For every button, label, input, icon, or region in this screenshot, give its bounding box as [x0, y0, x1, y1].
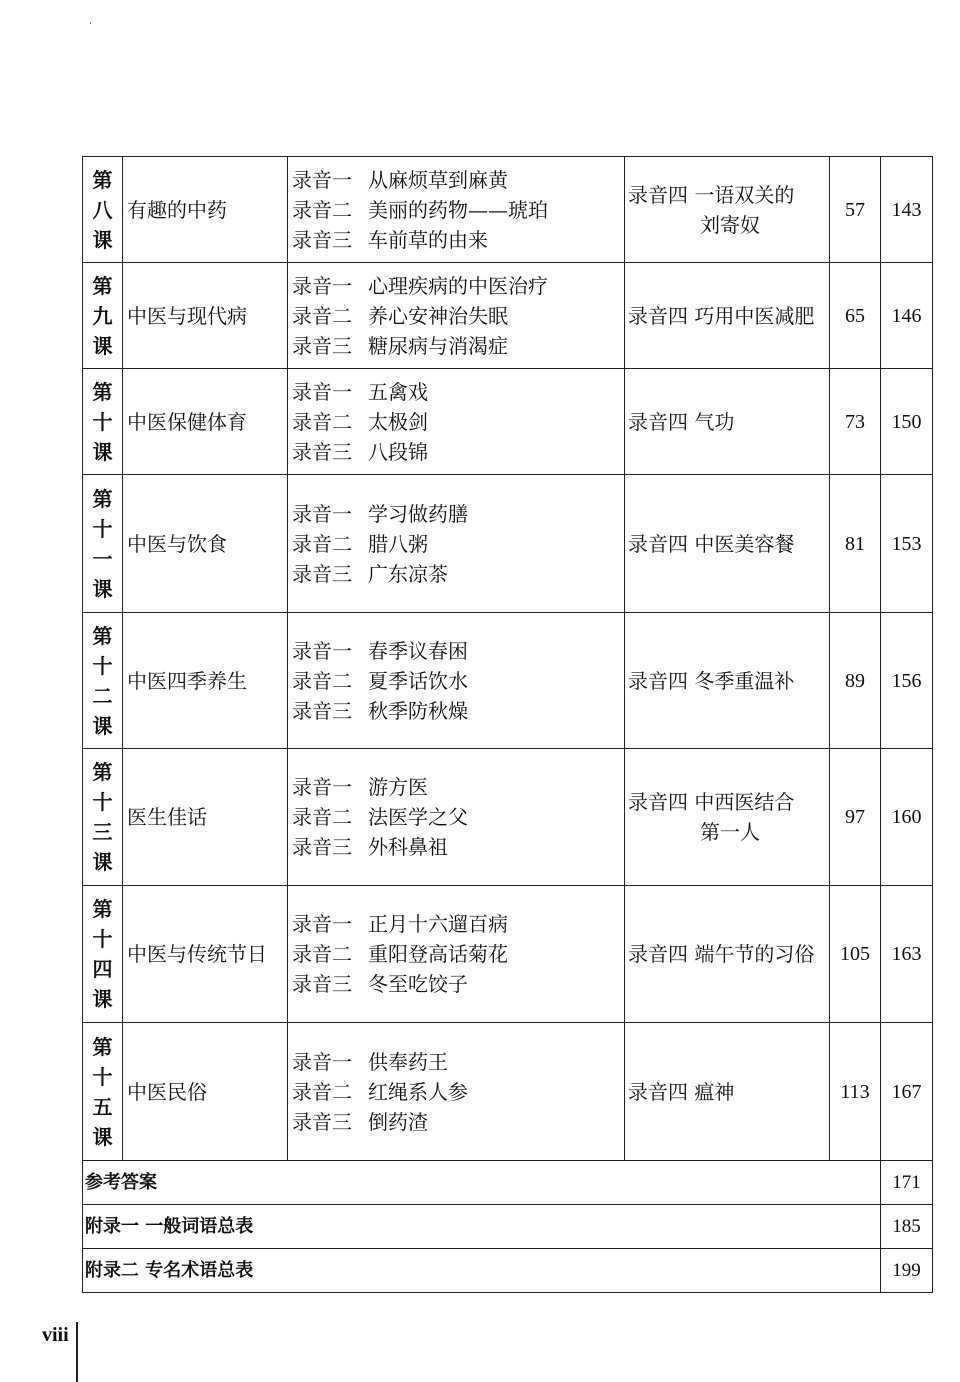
- appendix-row[interactable]: [83, 1205, 933, 1249]
- recording-tag: 录音三: [292, 561, 352, 586]
- recording-tag: 录音一: [292, 273, 352, 298]
- lesson-number: [83, 157, 123, 263]
- recording-title: 重阳登高话菊花: [368, 942, 508, 966]
- lesson-title[interactable]: 中医保健体育: [123, 369, 288, 475]
- lesson-number: [83, 613, 123, 749]
- recording4-title: 气功: [694, 409, 735, 434]
- recordings-cell: [288, 369, 625, 475]
- lesson-number-char: 九: [92, 303, 113, 328]
- lesson-number-char: 课: [92, 1124, 113, 1149]
- lesson-number: [83, 263, 123, 369]
- lesson-title[interactable]: 中医民俗: [123, 1023, 288, 1161]
- recording-item[interactable]: [292, 499, 624, 529]
- lesson-number-char: 五: [92, 1094, 113, 1119]
- recording4-tag: 录音四: [628, 668, 688, 693]
- recording-item[interactable]: [292, 331, 624, 361]
- recording-title: 美丽的药物——琥珀: [368, 197, 548, 222]
- recording4-title: 中医美容餐: [694, 531, 795, 556]
- lesson-number-char: 第: [92, 486, 113, 511]
- recording4-title-cont: 刘寄奴: [700, 212, 760, 237]
- recording-tag: 录音三: [292, 835, 352, 859]
- recording-item[interactable]: [292, 165, 624, 195]
- recording-title: 太极剑: [368, 409, 428, 434]
- recording-item[interactable]: [292, 802, 624, 832]
- recording-item[interactable]: [292, 559, 624, 589]
- recording-title: 糖尿病与消渴症: [368, 333, 508, 358]
- recording-title: 红绳系人参: [368, 1079, 468, 1104]
- recording-item[interactable]: [292, 909, 624, 939]
- answer-page: 163: [881, 886, 933, 1023]
- appendix-label[interactable]: 附录二 专名术语总表: [83, 1249, 881, 1293]
- recording-title: 腊八粥: [368, 531, 428, 556]
- recording-title: 外科鼻祖: [368, 835, 448, 859]
- recording-item[interactable]: [292, 529, 624, 559]
- answer-page: 167: [881, 1023, 933, 1161]
- recording4-tag: 录音四: [628, 531, 688, 556]
- recording-item[interactable]: [292, 407, 624, 437]
- recording-title: 八段锦: [368, 439, 428, 464]
- lesson-number-char: 第: [92, 167, 113, 192]
- recording-item[interactable]: [292, 437, 624, 467]
- recording4-title: 一语双关的: [694, 182, 795, 207]
- lesson-number-char: 二: [92, 683, 113, 708]
- recording4-tag: 录音四: [628, 942, 688, 966]
- text-page: 89: [830, 613, 881, 749]
- recording-item[interactable]: [292, 301, 624, 331]
- recordings-cell: [288, 613, 625, 749]
- lesson-number: [83, 475, 123, 613]
- recording-tag: 录音一: [292, 1049, 352, 1074]
- recording-item[interactable]: [292, 666, 624, 696]
- appendix-page: 199: [881, 1249, 933, 1293]
- recording-tag: 录音二: [292, 805, 352, 829]
- lesson-title[interactable]: 中医四季养生: [123, 613, 288, 749]
- recording4-cell[interactable]: [625, 157, 830, 263]
- recording-tag: 录音三: [292, 227, 352, 252]
- recording4-tag: 录音四: [628, 1079, 688, 1104]
- recordings-cell: [288, 749, 625, 886]
- lesson-number-char: 第: [92, 1034, 113, 1059]
- recording4-title: 中西医结合: [694, 790, 795, 814]
- lesson-number-char: 十: [92, 790, 113, 814]
- recording-tag: 录音三: [292, 972, 352, 996]
- recordings-cell: [288, 886, 625, 1023]
- recording-item[interactable]: [292, 636, 624, 666]
- answer-page: 143: [881, 157, 933, 263]
- answer-page: 160: [881, 749, 933, 886]
- recordings-cell: [288, 1023, 625, 1161]
- recording-tag: 录音二: [292, 303, 352, 328]
- lesson-title[interactable]: 有趣的中药: [123, 157, 288, 263]
- page-margin-rule: [76, 1322, 78, 1382]
- lesson-title[interactable]: 中医与传统节日: [123, 886, 288, 1023]
- recording-title: 从麻烦草到麻黄: [368, 167, 508, 192]
- answer-page: 146: [881, 263, 933, 369]
- table-of-contents: [82, 156, 933, 1293]
- recording-title: 冬至吃饺子: [368, 972, 468, 996]
- text-page: 73: [830, 369, 881, 475]
- recording-item[interactable]: [292, 195, 624, 225]
- recording4-title: 冬季重温补: [694, 668, 795, 693]
- recording4-cell[interactable]: [625, 613, 830, 749]
- recording-title: 供奉药王: [368, 1049, 448, 1074]
- recording-title: 正月十六遛百病: [368, 912, 508, 936]
- recording4-cell[interactable]: [625, 886, 830, 1023]
- lesson-number-char: 八: [92, 197, 113, 222]
- recording4-cell[interactable]: [625, 369, 830, 475]
- recording-title: 学习做药膳: [368, 501, 468, 526]
- recording-title: 广东凉茶: [368, 561, 448, 586]
- lesson-number: [83, 1023, 123, 1161]
- recording-title: 春季议春困: [368, 638, 468, 663]
- recording-title: 心理疾病的中医治疗: [368, 273, 548, 298]
- recording-tag: 录音二: [292, 409, 352, 434]
- recording-tag: 录音一: [292, 775, 352, 799]
- scan-mark: [90, 22, 91, 24]
- lesson-row[interactable]: [83, 263, 933, 369]
- lesson-row[interactable]: [83, 475, 933, 613]
- recording4-cell[interactable]: [625, 475, 830, 613]
- recording4-tag: 录音四: [628, 303, 688, 328]
- recording-item[interactable]: [292, 939, 624, 969]
- lesson-number-char: 十: [92, 653, 113, 678]
- recording-tag: 录音一: [292, 912, 352, 936]
- recording-item[interactable]: [292, 225, 624, 255]
- answer-page: 153: [881, 475, 933, 613]
- recording-tag: 录音二: [292, 197, 352, 222]
- lesson-row[interactable]: [83, 1023, 933, 1161]
- lesson-row[interactable]: [83, 749, 933, 886]
- recording4-title: 端午节的习俗: [694, 942, 815, 966]
- text-page: 97: [830, 749, 881, 886]
- lesson-title[interactable]: 中医与饮食: [123, 475, 288, 613]
- recording-item[interactable]: [292, 1107, 624, 1137]
- lesson-number-char: 第: [92, 897, 113, 921]
- lesson-row[interactable]: [83, 157, 933, 263]
- recordings-cell: [288, 475, 625, 613]
- recording4-title-cont: 第一人: [700, 820, 760, 844]
- recording4-tag: 录音四: [628, 790, 688, 814]
- lesson-number-char: 课: [92, 850, 113, 874]
- recordings-cell: [288, 263, 625, 369]
- lesson-number-char: 十: [92, 409, 113, 434]
- lesson-number: [83, 749, 123, 886]
- recording4-title: 巧用中医减肥: [694, 303, 815, 328]
- text-page: 57: [830, 157, 881, 263]
- recording-title: 倒药渣: [368, 1109, 428, 1134]
- lesson-row[interactable]: [83, 369, 933, 475]
- lesson-number-char: 四: [92, 957, 113, 981]
- lesson-number-char: 第: [92, 623, 113, 648]
- lesson-title[interactable]: 中医与现代病: [123, 263, 288, 369]
- answer-page: 156: [881, 613, 933, 749]
- recording4-cell[interactable]: [625, 1023, 830, 1161]
- recordings-cell: [288, 157, 625, 263]
- lesson-number-char: 十: [92, 927, 113, 951]
- recording-tag: 录音一: [292, 167, 352, 192]
- recording-item[interactable]: [292, 772, 624, 802]
- recording-tag: 录音二: [292, 942, 352, 966]
- recording-item[interactable]: [292, 696, 624, 726]
- appendix-label[interactable]: 附录一 一般词语总表: [83, 1205, 881, 1249]
- recording-title: 夏季话饮水: [368, 668, 468, 693]
- lesson-number: [83, 369, 123, 475]
- recording-tag: 录音三: [292, 1109, 352, 1134]
- recording-item[interactable]: [292, 832, 624, 862]
- lesson-title[interactable]: 医生佳话: [123, 749, 288, 886]
- lesson-row[interactable]: [83, 613, 933, 749]
- recording-title: 秋季防秋燥: [368, 698, 468, 723]
- page-number: viii: [42, 1324, 69, 1346]
- appendix-page: 185: [881, 1205, 933, 1249]
- recording4-cell[interactable]: [625, 263, 830, 369]
- text-page: 113: [830, 1023, 881, 1161]
- recording4-title: 瘟神: [694, 1079, 735, 1104]
- recording-item[interactable]: [292, 1077, 624, 1107]
- recording-tag: 录音三: [292, 698, 352, 723]
- recording-title: 养心安神治失眠: [368, 303, 508, 328]
- lesson-number-char: 第: [92, 273, 113, 298]
- recording-tag: 录音三: [292, 439, 352, 464]
- recording-title: 游方医: [368, 775, 428, 799]
- appendix-label[interactable]: 参考答案: [83, 1161, 881, 1205]
- lesson-number-char: 一: [92, 546, 113, 571]
- lesson-number-char: 课: [92, 576, 113, 601]
- lesson-number: [83, 886, 123, 1023]
- lesson-number-char: 第: [92, 760, 113, 784]
- appendix-row[interactable]: [83, 1161, 933, 1205]
- answer-page: 150: [881, 369, 933, 475]
- recording4-tag: 录音四: [628, 409, 688, 434]
- recording4-cell[interactable]: [625, 749, 830, 886]
- recording-title: 法医学之父: [368, 805, 468, 829]
- text-page: 105: [830, 886, 881, 1023]
- recording-item[interactable]: [292, 1047, 624, 1077]
- recording-tag: 录音二: [292, 1079, 352, 1104]
- recording-tag: 录音一: [292, 501, 352, 526]
- lesson-number-char: 第: [92, 379, 113, 404]
- lesson-row[interactable]: [83, 886, 933, 1023]
- recording-tag: 录音二: [292, 531, 352, 556]
- recording4-tag: 录音四: [628, 182, 688, 207]
- lesson-number-char: 课: [92, 333, 113, 358]
- appendix-row[interactable]: [83, 1249, 933, 1293]
- recording-tag: 录音二: [292, 668, 352, 693]
- lesson-number-char: 课: [92, 227, 113, 252]
- recording-tag: 录音一: [292, 638, 352, 663]
- lesson-number-char: 课: [92, 713, 113, 738]
- lesson-number-char: 课: [92, 987, 113, 1011]
- lesson-number-char: 十: [92, 516, 113, 541]
- text-page: 81: [830, 475, 881, 613]
- appendix-page: 171: [881, 1161, 933, 1205]
- lesson-number-char: 三: [92, 820, 113, 844]
- recording-item[interactable]: [292, 969, 624, 999]
- lesson-number-char: 十: [92, 1064, 113, 1089]
- lesson-number-char: 课: [92, 439, 113, 464]
- recording-tag: 录音三: [292, 333, 352, 358]
- recording-title: 车前草的由来: [368, 227, 488, 252]
- text-page: 65: [830, 263, 881, 369]
- recording-item[interactable]: [292, 377, 624, 407]
- recording-item[interactable]: [292, 271, 624, 301]
- recording-title: 五禽戏: [368, 379, 428, 404]
- recording-tag: 录音一: [292, 379, 352, 404]
